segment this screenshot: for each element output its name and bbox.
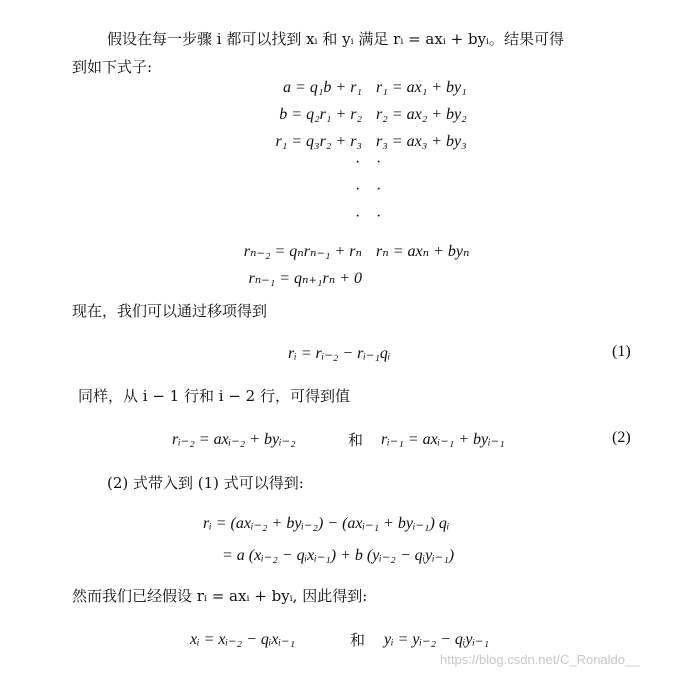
system-right-3: r₃ = ax₃ + by₃ [376, 133, 467, 150]
equation-2-and: 和 [348, 431, 364, 449]
equation-4-right: yᵢ = yᵢ₋₂ − qᵢyᵢ₋₁ [384, 631, 490, 648]
system-left-4: rₙ₋₂ = qₙrₙ₋₁ + rₙ [243, 243, 362, 260]
equation-1-number: (1) [612, 343, 631, 360]
vertical-dots-left-2: · [355, 181, 361, 198]
vertical-dots-left-3: · [355, 208, 361, 225]
paragraph-3: 同样，从 i − 1 行和 i − 2 行，可得到值 [78, 387, 350, 405]
vertical-dots-left-1: · [355, 154, 361, 171]
equation-4-left: xᵢ = xᵢ₋₂ − qᵢxᵢ₋₁ [190, 631, 296, 648]
vertical-dots-right-3: · [376, 208, 382, 225]
system-right-2: r₂ = ax₂ + by₂ [376, 106, 467, 123]
vertical-dots-right-2: · [376, 181, 382, 198]
system-right-1: r₁ = ax₁ + by₁ [376, 79, 467, 96]
equation-2-left: rᵢ₋₂ = axᵢ₋₂ + byᵢ₋₂ [172, 431, 296, 448]
paragraph-2: 现在，我们可以通过移项得到 [72, 302, 268, 320]
vertical-dots-right-1: · [376, 154, 382, 171]
paragraph-1-line-1: 假设在每一步骤 i 都可以找到 xᵢ 和 yᵢ 满足 rᵢ = axᵢ + byᵢ。结果可得 [107, 30, 565, 48]
equation-4-and: 和 [350, 631, 366, 649]
system-left-1: a = q₁b + r₁ [283, 79, 362, 96]
paragraph-5: 然而我们已经假设 rᵢ = axᵢ + byᵢ, 因此得到: [72, 587, 368, 605]
system-right-4: rₙ = axₙ + byₙ [376, 243, 470, 260]
system-left-5: rₙ₋₁ = qₙ₊₁rₙ + 0 [248, 270, 362, 287]
paragraph-1-line-2: 到如下式子: [72, 58, 153, 76]
equation-1: rᵢ = rᵢ₋₂ − rᵢ₋₁qᵢ [288, 345, 391, 362]
watermark-text: https://blog.csdn.net/C_Ronaldo__ [440, 652, 640, 667]
equation-3-line-1: rᵢ = (axᵢ₋₂ + byᵢ₋₂) − (axᵢ₋₁ + byᵢ₋₁) qᵢ [203, 515, 450, 532]
equation-3-line-2: = a (xᵢ₋₂ − qᵢxᵢ₋₁) + b (yᵢ₋₂ − qᵢyᵢ₋₁) [222, 547, 455, 564]
equation-2-right: rᵢ₋₁ = axᵢ₋₁ + byᵢ₋₁ [381, 431, 505, 448]
paragraph-4: (2) 式带入到 (1) 式可以得到: [107, 474, 304, 492]
system-left-3: r₁ = q₃r₂ + r₃ [275, 133, 362, 150]
equation-2-number: (2) [612, 429, 631, 446]
system-left-2: b = q₂r₁ + r₂ [279, 106, 362, 123]
